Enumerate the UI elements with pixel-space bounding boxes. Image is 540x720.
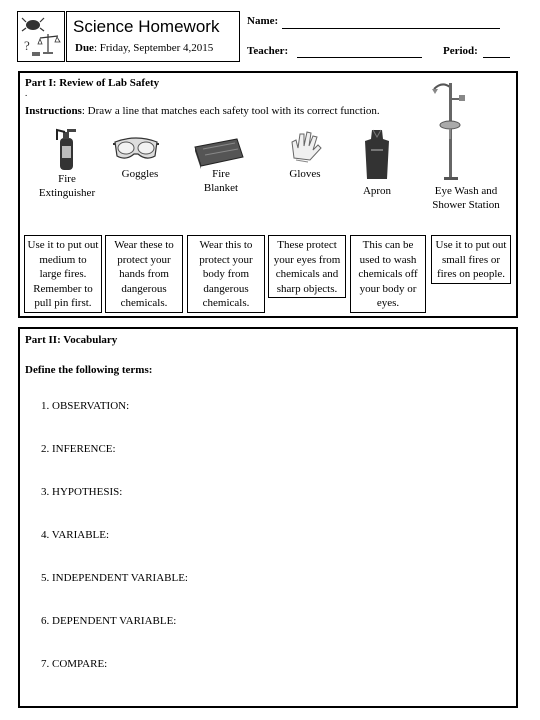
function-line: protect your [199,253,253,266]
tool-label-apron [345,184,409,198]
function-box-5[interactable] [350,235,426,313]
part2-instructions: Define the following terms: [25,364,153,376]
eye-wash-station-icon [430,79,470,181]
period-label: Period: [443,45,478,57]
function-line: fires on people. [436,268,506,280]
term-independent-variable: 5. INDEPENDENT VARIABLE: [41,572,188,584]
term-variable: 4. VARIABLE: [41,529,110,541]
due-value: : Friday, September 4,2015 [93,42,214,54]
tool-label-line1: Fire [58,173,76,185]
title-box [66,11,240,62]
tool-label-goggles [108,167,172,181]
function-line: sharp objects. [276,282,338,295]
function-line: body from [202,268,250,280]
function-line: chemicals and [275,268,339,280]
tool-label-line1: Gloves [289,168,321,180]
tool-label-line2: Blanket [203,182,239,194]
function-line: Wear these to [114,239,174,251]
function-line: Remember to [33,282,93,295]
function-line: large fires. [39,268,87,280]
instructions-label: Instructions [25,105,82,117]
teacher-field[interactable] [297,57,422,58]
term-compare: 7. COMPARE: [41,658,108,670]
function-line: pull pin first. [34,297,92,309]
function-line: This can be [362,239,414,251]
term-dependent-variable: 6. DEPENDENT VARIABLE: [41,615,177,627]
name-label: Name: [247,15,279,27]
function-line: chemicals. [202,297,250,309]
function-line: Use it to put out [435,239,507,251]
apron-icon [362,127,392,181]
function-line: small fires or [441,253,501,266]
tool-label-fire-extinguisher [30,172,104,200]
tool-label-line1: Eye Wash and [434,185,498,197]
part2-section [18,327,518,708]
science-logo [17,11,65,62]
function-line: dangerous [203,282,249,295]
function-line: hands from [119,268,169,280]
function-line: your eyes from [273,253,341,266]
gloves-icon [288,128,324,166]
part1-instructions [25,105,380,117]
teacher-label: Teacher: [247,45,289,57]
svg-text:?: ? [24,38,30,53]
term-observation: 1. OBSERVATION: [41,400,130,412]
function-line: eyes. [376,297,400,309]
term-inference: 2. INFERENCE: [41,443,116,455]
due-date [75,42,213,54]
function-line: protect your [117,253,171,266]
tool-label-line2: Extinguisher [38,187,96,199]
goggles-icon [112,134,160,162]
part1-heading: Part I: Review of Lab Safety [25,77,160,89]
function-box-6[interactable] [431,235,511,284]
fire-blanket-icon [193,133,245,169]
term-hypothesis: 3. HYPOTHESIS: [41,486,123,498]
tool-label-line2: Shower Station [432,199,500,211]
fire-extinguisher-icon [54,126,80,172]
function-box-1[interactable] [24,235,102,313]
tool-label-eye-wash [420,184,512,212]
function-line: Wear this to [199,239,253,251]
tool-label-fire-blanket [188,167,254,195]
function-line: medium to [39,253,87,266]
function-line: used to wash [359,253,417,266]
function-box-3[interactable] [187,235,265,313]
part2-heading: Part II: Vocabulary [25,334,118,346]
function-line: dangerous [121,282,167,295]
function-box-2[interactable] [105,235,183,313]
function-line: Use it to put out [27,239,99,251]
tool-label-line1: Apron [362,185,392,197]
function-box-4[interactable] [268,235,346,298]
tool-label-line1: Goggles [121,168,159,180]
tool-label-gloves [272,167,338,181]
due-label: Due [75,42,94,54]
function-line: chemicals off [358,268,418,280]
instructions-text: : Draw a line that matches each safety tool with its correct function. [81,105,380,117]
part1-dot: . [25,88,28,98]
function-line: chemicals. [120,297,168,309]
function-line: your body or [359,282,417,295]
page-title: Science Homework [73,17,220,36]
name-field[interactable] [282,28,500,29]
period-field[interactable] [483,57,510,58]
tool-label-line1: Fire [212,168,230,180]
function-line: These protect [277,239,337,251]
